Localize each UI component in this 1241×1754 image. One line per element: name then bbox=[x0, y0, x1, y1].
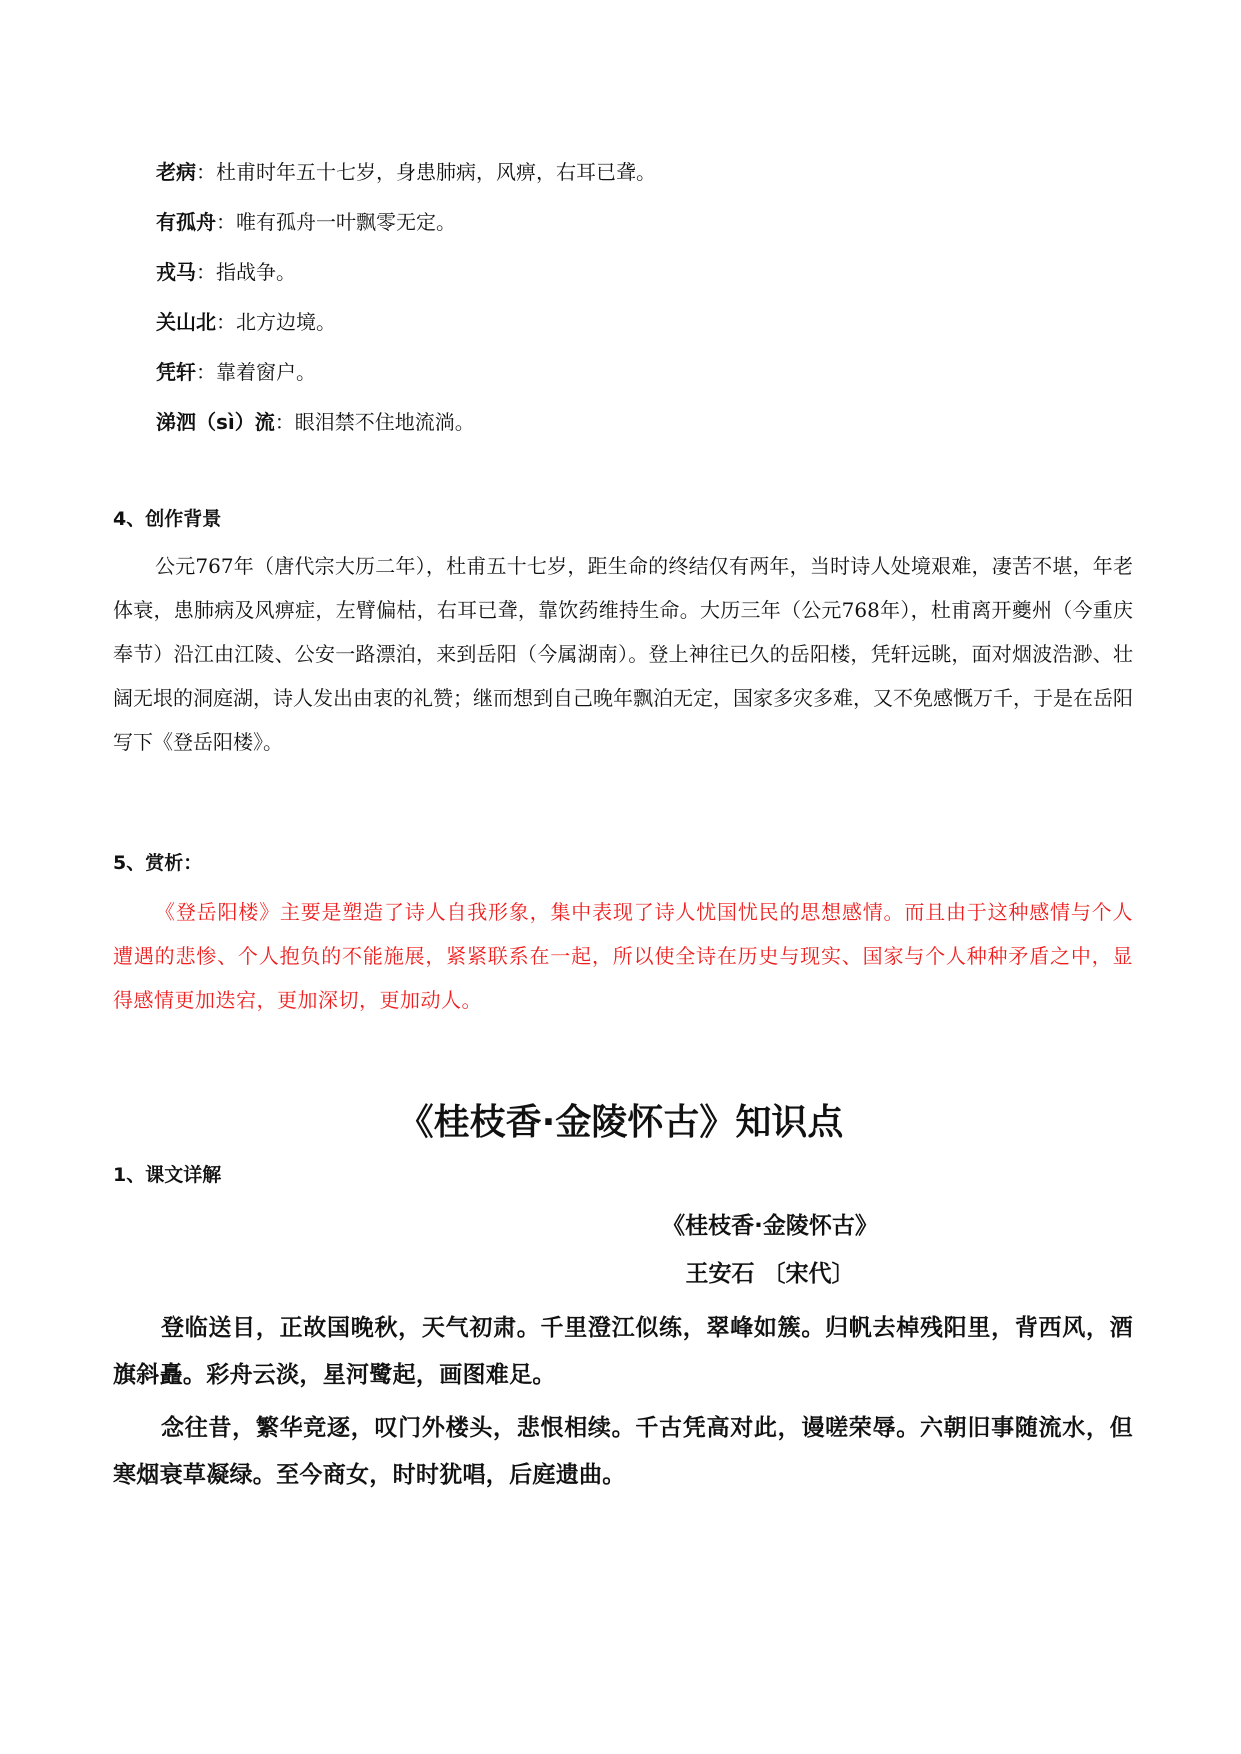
gloss-definition: 眼泪禁不住地流淌。 bbox=[294, 410, 475, 434]
section-heading: 4、创作背景 bbox=[113, 508, 222, 530]
poem-stanza: 念往昔，繁华竞逐，叹门外楼头，悲恨相续。千古凭高对此，谩嗟荣辱。六朝旧事随流水，但寒烟衰草凝绿。至今商女，时时犹唱，后庭遗曲。 bbox=[113, 1415, 1133, 1488]
gloss-definition: 唯有孤舟一叶飘零无定。 bbox=[236, 210, 456, 234]
gloss-term: 关山北 bbox=[156, 310, 216, 334]
gloss-entry bbox=[156, 208, 456, 236]
gloss-entry bbox=[156, 158, 656, 186]
gloss-entry bbox=[156, 258, 296, 286]
gloss-term: 涕泗（sì）流 bbox=[156, 410, 275, 434]
page-title: 《桂枝香·金陵怀古》知识点 bbox=[397, 1102, 844, 1143]
section-heading: 1、课文详解 bbox=[113, 1164, 222, 1186]
poem-author: 王安石 〔宋代〕 bbox=[685, 1261, 855, 1287]
appreciation-paragraph: 《登岳阳楼》主要是塑造了诗人自我形象，集中表现了诗人忧国忧民的思想感情。而且由于这种感情与个人遭遇的悲惨、个人抱负的不能施展，紧紧联系在一起，所以使全诗在历史与现实、国家与个人种种矛盾之中，显得感情更加迭宕，更加深切，更加动人。 bbox=[113, 900, 1133, 1012]
gloss-entry bbox=[156, 408, 475, 436]
gloss-separator: ： bbox=[196, 260, 216, 284]
gloss-separator: ： bbox=[216, 310, 236, 334]
gloss-separator: ： bbox=[274, 410, 295, 434]
gloss-entry bbox=[156, 358, 316, 386]
gloss-term: 老病 bbox=[156, 160, 196, 184]
gloss-term: 戎马 bbox=[156, 260, 196, 284]
poem-title: 《桂枝香·金陵怀古》 bbox=[662, 1213, 878, 1239]
gloss-definition: 靠着窗户。 bbox=[216, 360, 316, 384]
gloss-separator: ： bbox=[196, 360, 216, 384]
gloss-term: 有孤舟 bbox=[156, 210, 216, 234]
gloss-definition: 杜甫时年五十七岁，身患肺病，风痹，右耳已聋。 bbox=[216, 160, 656, 184]
section-heading: 5、赏析： bbox=[113, 852, 203, 874]
gloss-definition: 指战争。 bbox=[216, 260, 296, 284]
gloss-definition: 北方边境。 bbox=[236, 310, 336, 334]
background-paragraph: 公元767年（唐代宗大历二年），杜甫五十七岁，距生命的终结仅有两年，当时诗人处境艰难，凄苦不堪，年老体衰，患肺病及风痹症，左臂偏枯，右耳已聋，靠饮药维持生命。大历三年（公元768年），杜甫离开夔州（今重庆奉节）沿江由江陵、公安一路漂泊，来到岳阳（今属湖南）。登上神往已久的岳阳楼，凭轩远眺，面对烟波浩渺、壮阔无垠的洞庭湖，诗人发出由衷的礼赞；继而想到自己晚年飘泊无定，国家多灾多难，又不免感慨万千，于是在岳阳写下《登岳阳楼》。 bbox=[113, 554, 1133, 754]
gloss-entry bbox=[156, 308, 336, 336]
gloss-term: 凭轩 bbox=[156, 360, 196, 384]
gloss-separator: ： bbox=[196, 160, 216, 184]
gloss-separator: ： bbox=[216, 210, 236, 234]
poem-stanza: 登临送目，正故国晚秋，天气初肃。千里澄江似练，翠峰如簇。归帆去棹残阳里，背西风，酒旗斜矗。彩舟云淡，星河鹭起，画图难足。 bbox=[113, 1315, 1133, 1388]
